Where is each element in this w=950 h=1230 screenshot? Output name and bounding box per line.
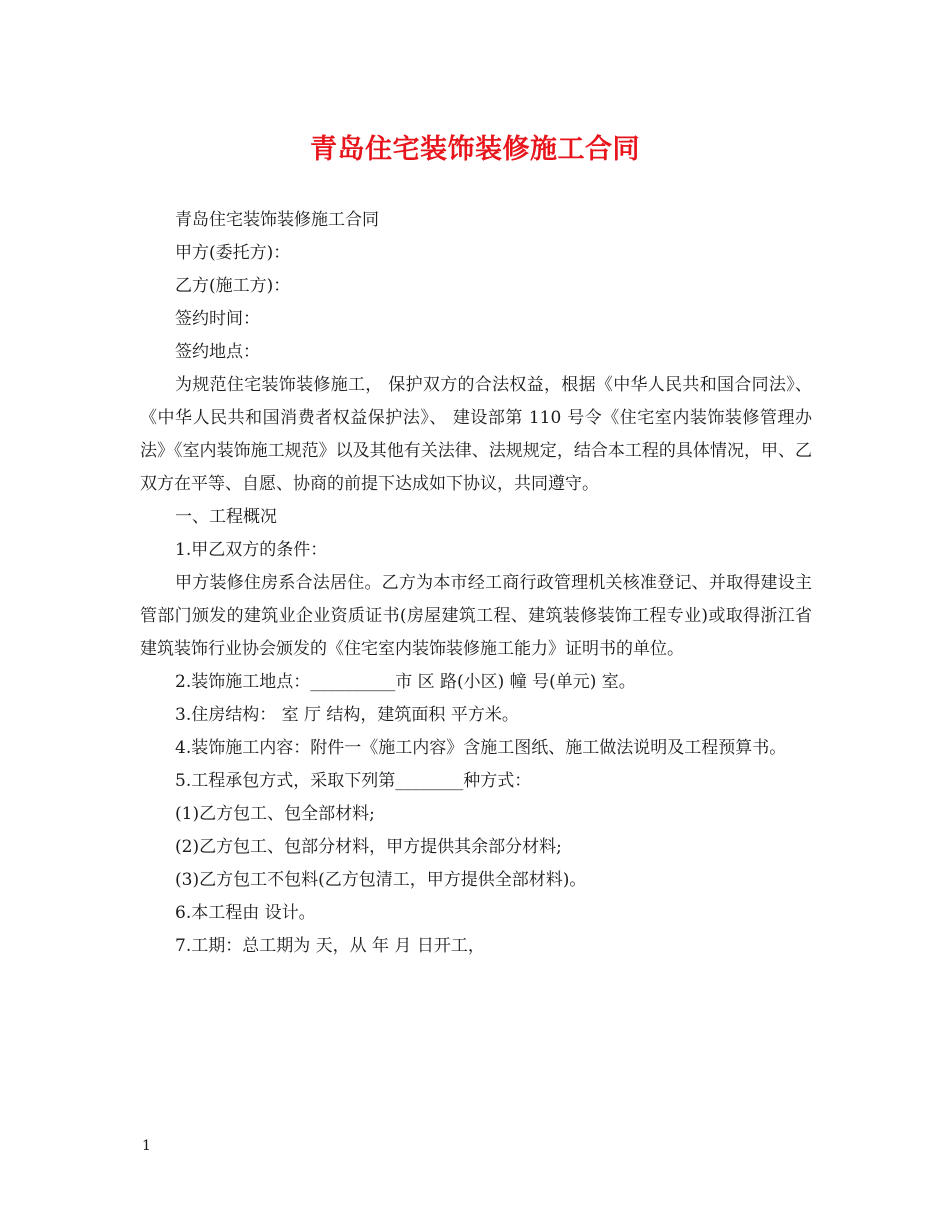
paragraph-clause-5: 5.工程承包方式，采取下列第________种方式： bbox=[175, 771, 532, 791]
paragraph-section-1: 一、工程概况 bbox=[175, 507, 277, 527]
paragraph-clause-4: 4.装饰施工内容：附件一《施工内容》含施工图纸、施工做法说明及工程预算书。 bbox=[175, 738, 787, 758]
paragraph-option-3: (3)乙方包工不包料(乙方包清工，甲方提供全部材料)。 bbox=[175, 870, 587, 890]
paragraph-party-a: 甲方(委托方)： bbox=[175, 243, 291, 263]
paragraph-clause-6: 6.本工程由 设计。 bbox=[175, 903, 316, 923]
paragraph-preamble: 为规范住宅装饰装修施工， 保护双方的合法权益，根据《中华人民共和国合同法》、《中华人民共和国消费者权益保护法》、 建设部第 110 号令《住宅室内装饰装修管理办法》《室内装饰施工规范》以及其他有关法律、法规规定，结合本工程的具体情况，甲、乙双方在平等、自愿、协商的前提下达成如下协议，共同遵守。 bbox=[140, 375, 812, 494]
paragraph-clause-1-body: 甲方装修住房系合法居住。乙方为本市经工商行政管理机关核准登记、并取得建设主管部门颁发的建筑业企业资质证书(房屋建筑工程、建筑装修装饰工程专业)或取得浙江省建筑装饰行业协会颁发的《住宅室内装饰装修施工能力》证明书的单位。 bbox=[140, 573, 812, 659]
paragraph-option-1: (1)乙方包工、包全部材料; bbox=[175, 804, 375, 824]
paragraph-option-2: (2)乙方包工、包部分材料，甲方提供其余部分材料; bbox=[175, 837, 562, 857]
document-body bbox=[140, 204, 812, 963]
paragraph-clause-1: 1.甲乙双方的条件： bbox=[175, 540, 328, 560]
page-number: 1 bbox=[142, 1138, 151, 1154]
paragraph-heading-repeat: 青岛住宅装饰装修施工合同 bbox=[175, 210, 379, 230]
paragraph-sign-place: 签约地点： bbox=[175, 342, 260, 362]
paragraph-clause-7: 7.工期：总工期为 天，从 年 月 日开工， bbox=[175, 936, 485, 956]
paragraph-party-b: 乙方(施工方)： bbox=[175, 276, 291, 296]
paragraph-sign-time: 签约时间： bbox=[175, 309, 260, 329]
paragraph-clause-2: 2.装饰施工地点：__________市 区 路(小区) 幢 号(单元) 室。 bbox=[175, 672, 636, 692]
paragraph-clause-3: 3.住房结构： 室 厅 结构，建筑面积 平方米。 bbox=[175, 705, 519, 725]
document-title: 青岛住宅装饰装修施工合同 bbox=[310, 134, 640, 165]
